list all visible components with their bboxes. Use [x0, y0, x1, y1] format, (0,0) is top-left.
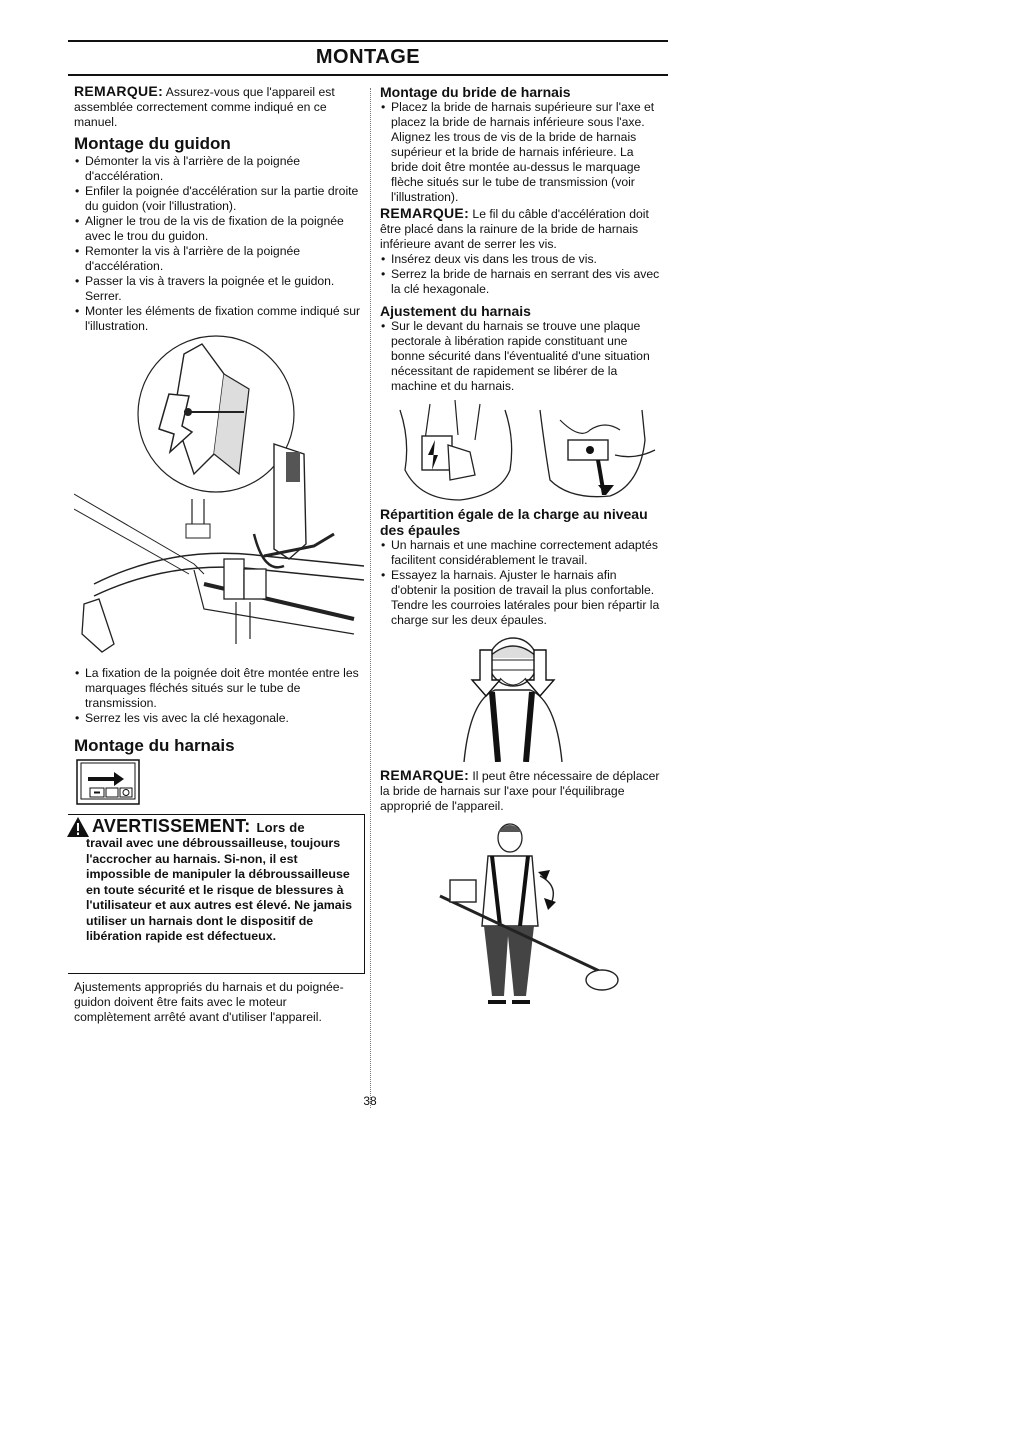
right-column [380, 84, 662, 1006]
heading-montage-bride: Montage du bride de harnais [380, 84, 571, 100]
warning-text: travail avec une débroussailleuse, toujours l'accrocher au harnais. Si-non, il est impossible de manipuler la débroussailleuse en toute sécurité et le risque de blessures à l'utilisateur et aux autres est élevé. Ne jamais utiliser un harnais dont le dispositif de libération rapide est défectueux. [86, 836, 353, 943]
remark-label: REMARQUE: [74, 83, 164, 99]
list-item: • Enfiler la poignée d'accélération sur la partie droite du guidon (voir l'illustration). [74, 184, 364, 214]
remark-text: Il peut être nécessaire de déplacer la bride de harnais sur l'axe pour l'équilibrage approprié de l'appareil. [380, 769, 660, 813]
list-item: • Remonter la vis à l'arrière de la poignée d'accélération. [74, 244, 364, 274]
shoulder-harness-illustration [380, 630, 662, 762]
quick-release-illustration [380, 400, 662, 504]
ajustement-steps [380, 319, 662, 394]
remark-text: Le fil du câble d'accélération doit être placé dans la rainure de la bride de harnais inférieure avant de serrer les vis. [380, 207, 649, 251]
list-item: • Essayez la harnais. Ajuster le harnais afin d'obtenir la position de travail la plus confortable. Tendre les courroies latérales pour bien répartir la charge sur les deux épaules. [380, 568, 662, 628]
remark-label: REMARQUE: [380, 205, 470, 221]
operator-balance-illustration [380, 816, 662, 1006]
page-title: MONTAGE [315, 46, 421, 68]
list-item: • La fixation de la poignée doit être montée entre les marquages fléchés situés sur le tube de transmission. [74, 666, 364, 711]
guidon-notes [74, 666, 364, 726]
page-number: 38 [363, 1094, 377, 1108]
repartition-steps [380, 538, 662, 628]
list-item: • Monter les éléments de fixation comme indiqué sur l'illustration. [74, 304, 364, 334]
list-item: • Insérez deux vis dans les trous de vis. [380, 252, 662, 267]
list-item: • Démonter la vis à l'arrière de la poignée d'accélération. [74, 154, 364, 184]
guidon-steps [74, 154, 364, 334]
title-underline [68, 74, 668, 76]
handle-assembly-illustration [74, 334, 364, 664]
remark-intro [74, 84, 364, 130]
list-item: • Placez la bride de harnais supérieure sur l'axe et placez la bride de harnais inférieure sous l'axe. Alignez les trous de vis de la bride de harnais supérieur et la bride de harnais inférieure. La bride doit être montée au-dessus le marquage flèche situés sur le tube de transmission (voir l'illustration). [380, 100, 662, 205]
warning-label: AVERTISSEMENT: [92, 816, 251, 836]
remark-final [380, 768, 662, 814]
warning-title [92, 816, 305, 837]
heading-montage-harnais: Montage du harnais [74, 736, 235, 755]
list-item: • Sur le devant du harnais se trouve une plaque pectorale à libération rapide constituant une bonne sécurité dans l'éventualité d'une situation nécessitant de rapidement se libérer de la machine et du harnais. [380, 319, 662, 394]
remark-label: REMARQUE: [380, 767, 470, 783]
remark-text: Assurez-vous que l'appareil est assemblée correctement comme indiqué en ce manuel. [74, 85, 335, 129]
warning-triangle-icon [66, 816, 90, 838]
list-item: • Serrez les vis avec la clé hexagonale. [74, 711, 364, 726]
bride-steps [380, 100, 662, 205]
list-item: • Aligner le trou de la vis de fixation de la poignée avec le trou du guidon. [74, 214, 364, 244]
warning-lead: Lors de [256, 820, 305, 835]
closing-paragraph: Ajustements appropriés du harnais et du poignée-guidon doivent être faits avec le moteur complètement arrêté avant d'utiliser l'appareil. [74, 980, 344, 1024]
heading-ajustement-harnais: Ajustement du harnais [380, 303, 531, 319]
harness-symbol-icon [76, 759, 140, 805]
bride-remark [380, 206, 662, 252]
top-rule [68, 40, 668, 42]
column-divider [370, 88, 372, 1108]
list-item: • Passer la vis à travers la poignée et le guidon. Serrer. [74, 274, 364, 304]
left-column [74, 84, 364, 805]
bride-steps-2 [380, 252, 662, 297]
heading-repartition: Répartition égale de la charge au niveau des épaules [380, 506, 648, 538]
list-item: • Serrez la bride de harnais en serrant des vis avec la clé hexagonale. [380, 267, 662, 297]
list-item: • Un harnais et une machine correctement adaptés facilitent considérablement le travail. [380, 538, 662, 568]
heading-montage-guidon: Montage du guidon [74, 134, 231, 153]
